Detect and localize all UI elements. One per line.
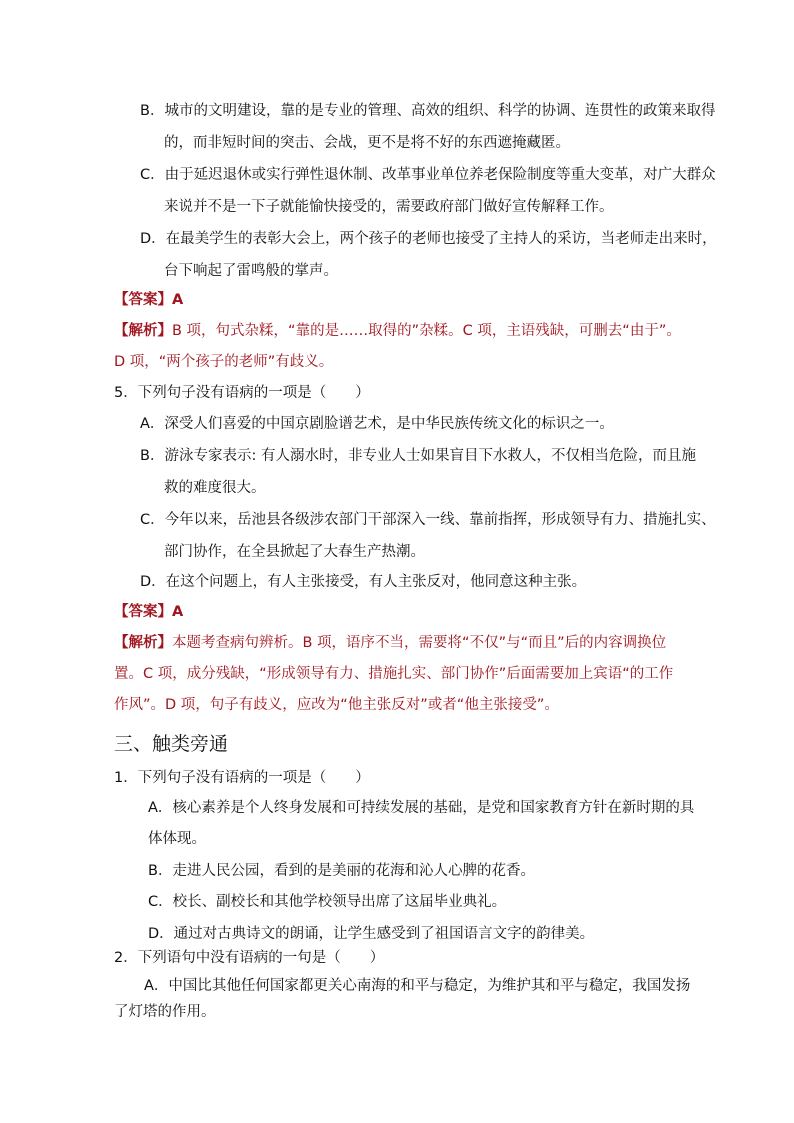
q5-option-b-line2: 救的难度很大。	[164, 480, 266, 496]
s3q2-option-a-line2: 了灯塔的作用。	[114, 1004, 216, 1020]
analysis-text: B 项，句式杂糅，“靠的是……取得的”杂糅。C 项，主语残缺，可删去“由于”。	[172, 323, 681, 339]
q4-analysis-line2: D 项，“两个孩子的老师”有歧义。	[114, 354, 334, 370]
q4-option-b-line1: B．城市的文明建设，靠的是专业的管理、高效的组织、科学的协调、连贯性的政策来取得	[140, 103, 716, 119]
section-heading: 三、触类旁通	[114, 733, 229, 755]
answer-value: A	[172, 292, 184, 308]
q5-analysis-line2: 置。C 项，成分残缺，“形成领导有力、措施扎实、部门协作”后面需要加上宾语“的工作	[114, 666, 674, 682]
answer-value: A	[172, 604, 184, 620]
q4-answer	[114, 290, 183, 310]
s3q1-option-b: B．走进人民公园，看到的是美丽的花海和沁人心脾的花香。	[148, 863, 535, 879]
s3q1-option-d: D．通过对古典诗文的朗诵，让学生感受到了祖国语言文字的韵律美。	[148, 926, 595, 942]
q4-option-b-line2: 的，而非短时间的突击、会战，更不是将不好的东西遮掩藏匿。	[164, 135, 570, 151]
q5-analysis-line3: 作风”。D 项，句子有歧义，应改为“他主张反对”或者“他主张接受”。	[114, 697, 559, 713]
q5-analysis-line1	[114, 633, 666, 653]
analysis-text: 本题考查病句辨析。B 项，语序不当，需要将“不仅”与“而且”后的内容调换位	[172, 635, 667, 651]
q5-option-a: A．深受人们喜爱的中国京剧脸谱艺术，是中华民族传统文化的标识之一。	[140, 416, 614, 432]
q4-option-c-line1: C．由于延迟退休或实行弹性退休制、改革事业单位养老保险制度等重大变革，对广大群众	[140, 167, 716, 183]
q5-option-c-line2: 部门协作，在全县掀起了大春生产热潮。	[164, 544, 425, 560]
answer-tag: 【答案】	[114, 604, 172, 620]
analysis-tag: 【解析】	[114, 635, 172, 651]
q4-analysis-line1	[114, 321, 681, 341]
q4-option-d-line1: D．在最美学生的表彰大会上，两个孩子的老师也接受了主持人的采访，当老师走出来时，	[140, 231, 717, 247]
s3q1-stem: 1．下列句子没有语病的一项是（ ）	[114, 770, 370, 786]
q5-option-c-line1: C．今年以来，岳池县各级涉农部门干部深入一线、靠前指挥，形成领导有力、措施扎实、	[140, 512, 716, 528]
analysis-tag: 【解析】	[114, 323, 172, 339]
q5-option-d: D．在这个问题上，有人主张接受，有人主张反对，他同意这种主张。	[140, 574, 587, 590]
s3q1-option-a-line2: 体体现。	[148, 831, 206, 847]
q5-stem: 5．下列句子没有语病的一项是（ ）	[114, 385, 370, 401]
s3q1-option-a-line1: A．核心素养是个人终身发展和可持续发展的基础，是党和国家教育方针在新时期的具	[148, 800, 695, 816]
s3q2-stem: 2．下列语句中没有语病的一句是（ ）	[114, 950, 385, 966]
q5-answer	[114, 602, 183, 622]
q5-option-b-line1: B．游泳专家表示: 有人溺水时，非专业人士如果盲目下水救人，不仅相当危险，而且施	[140, 448, 696, 464]
answer-tag: 【答案】	[114, 292, 172, 308]
q4-option-d-line2: 台下响起了雷鸣般的掌声。	[164, 263, 338, 279]
s3q2-option-a-line1: A．中国比其他任何国家都更关心南海的和平与稳定，为维护其和平与稳定，我国发扬	[144, 978, 691, 994]
s3q1-option-c: C．校长、副校长和其他学校领导出席了这届毕业典礼。	[148, 894, 507, 910]
q4-option-c-line2: 来说并不是一下子就能愉快接受的，需要政府部门做好宣传解释工作。	[164, 199, 614, 215]
